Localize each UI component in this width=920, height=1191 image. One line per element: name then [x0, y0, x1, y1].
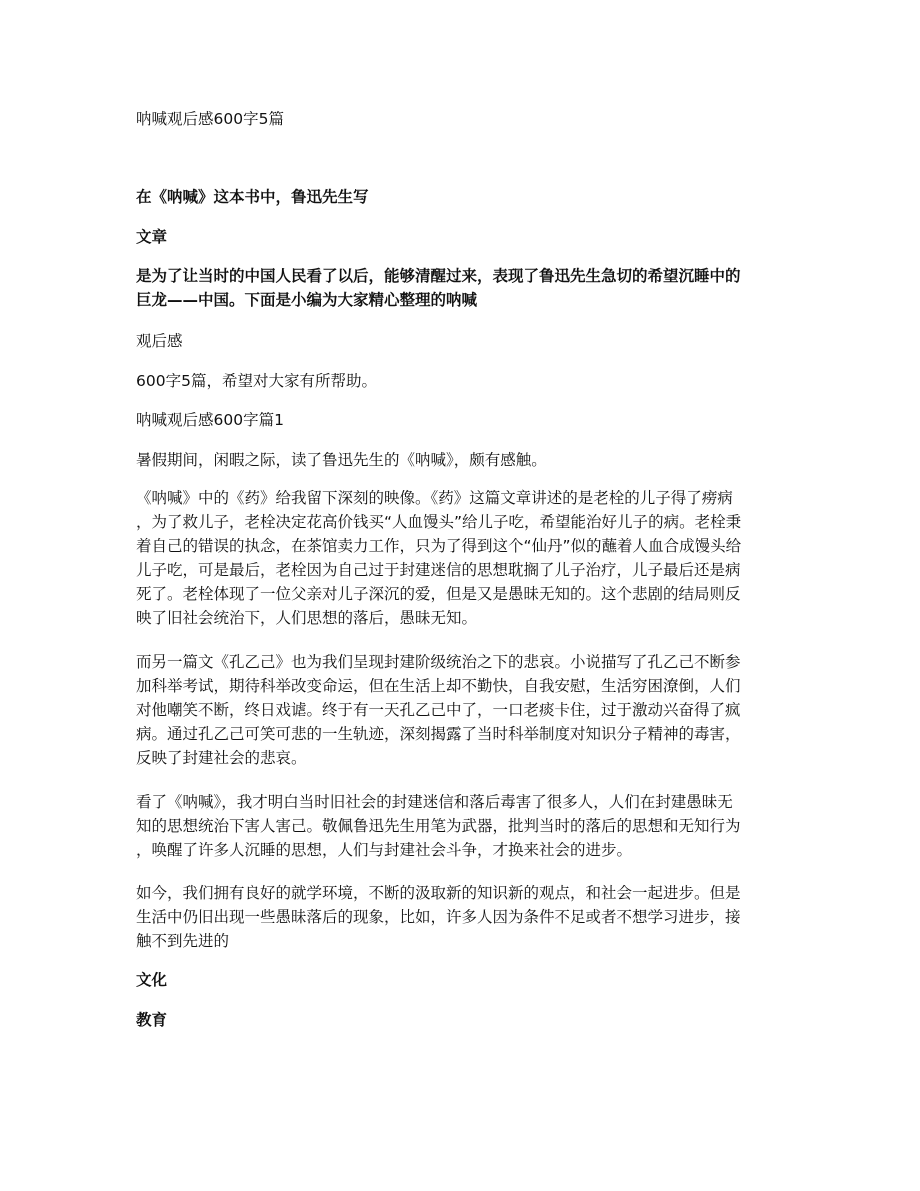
paragraph-line: 映了旧社会统治下，人们思想的落后，愚昧无知。 [136, 609, 478, 627]
intro-paragraph [136, 264, 786, 312]
paragraph-2 [136, 486, 786, 630]
paragraph-line: 儿子吃，可是最后，老栓因为自己过于封建迷信的思想耽搁了儿子治疗，儿子最后还是病 [136, 561, 741, 579]
paragraph-line: 看了《呐喊》，我才明白当时旧社会的封建迷信和落后毒害了很多人，人们在封建愚昧无 [136, 793, 733, 811]
paragraph-line: 知的思想统治下害人害己。敬佩鲁迅先生用笔为武器，批判当时的落后的思想和无知行为 [136, 817, 741, 835]
intro-line-1: 在《呐喊》这本书中，鲁迅先生写 [136, 188, 369, 206]
paragraph-line: ，为了救儿子，老栓决定花高价钱买“人血馒头”给儿子吃，希望能治好儿子的病。老栓秉 [136, 513, 742, 531]
paragraph-line: 着自己的错误的执念，在茶馆卖力工作，只为了得到这个“仙丹”似的蘸着人血合成馒头给 [136, 537, 742, 555]
paragraph-line: 而另一篇文《孔乙己》也为我们呈现封建阶级统治之下的悲哀。小说描写了孔乙己不断参 [136, 653, 741, 671]
paragraph-line: ，唤醒了许多人沉睡的思想，人们与封建社会斗争，才换来社会的进步。 [136, 841, 633, 859]
paragraph-3 [136, 650, 786, 770]
section-heading: 呐喊观后感600字篇1 [136, 411, 284, 429]
paragraph-line: 巨龙——中国。下面是小编为大家精心整理的呐喊 [136, 291, 478, 309]
paragraph-line: 死了。老栓体现了一位父亲对儿子深沉的爱，但是又是愚昧无知的。这个悲剧的结局则反 [136, 585, 741, 603]
intro-line-4: 观后感 [136, 332, 183, 350]
paragraph-line: 反映了封建社会的悲哀。 [136, 749, 307, 767]
paragraph-line: 是为了让当时的中国人民看了以后，能够清醒过来，表现了鲁迅先生急切的希望沉睡中的 [136, 267, 741, 285]
paragraph-line: 加科举考试，期待科举改变命运，但在生活上却不勤快，自我安慰，生活穷困潦倒，人们 [136, 677, 741, 695]
paragraph-line: 病。通过孔乙己可笑可悲的一生轨迹，深刻揭露了当时科举制度对知识分子精神的毒害， [136, 725, 741, 743]
paragraph-1: 暑假期间，闲暇之际，读了鲁迅先生的《呐喊》，颇有感触。 [136, 451, 547, 469]
intro-line-2: 文章 [136, 228, 168, 246]
paragraph-line: 触不到先进的 [136, 932, 230, 950]
paragraph-4 [136, 790, 786, 862]
paragraph-5 [136, 881, 786, 953]
intro-line-5: 600字5篇，希望对大家有所帮助。 [136, 372, 377, 390]
word-education: 教育 [136, 1011, 168, 1029]
word-culture: 文化 [136, 971, 168, 989]
paragraph-line: 《呐喊》中的《药》给我留下深刻的映像。《药》这篇文章讲述的是老栓的儿子得了痨病 [136, 489, 733, 507]
paragraph-line: 对他嘲笑不断，终日戏谑。终于有一天孔乙己中了，一口老痰卡住，过于激动兴奋得了疯 [136, 701, 741, 719]
document-title: 呐喊观后感600字5篇 [136, 110, 284, 128]
paragraph-line: 如今，我们拥有良好的就学环境，不断的汲取新的知识新的观点，和社会一起进步。但是 [136, 884, 741, 902]
paragraph-line: 生活中仍旧出现一些愚昧落后的现象，比如，许多人因为条件不足或者不想学习进步，接 [136, 908, 741, 926]
